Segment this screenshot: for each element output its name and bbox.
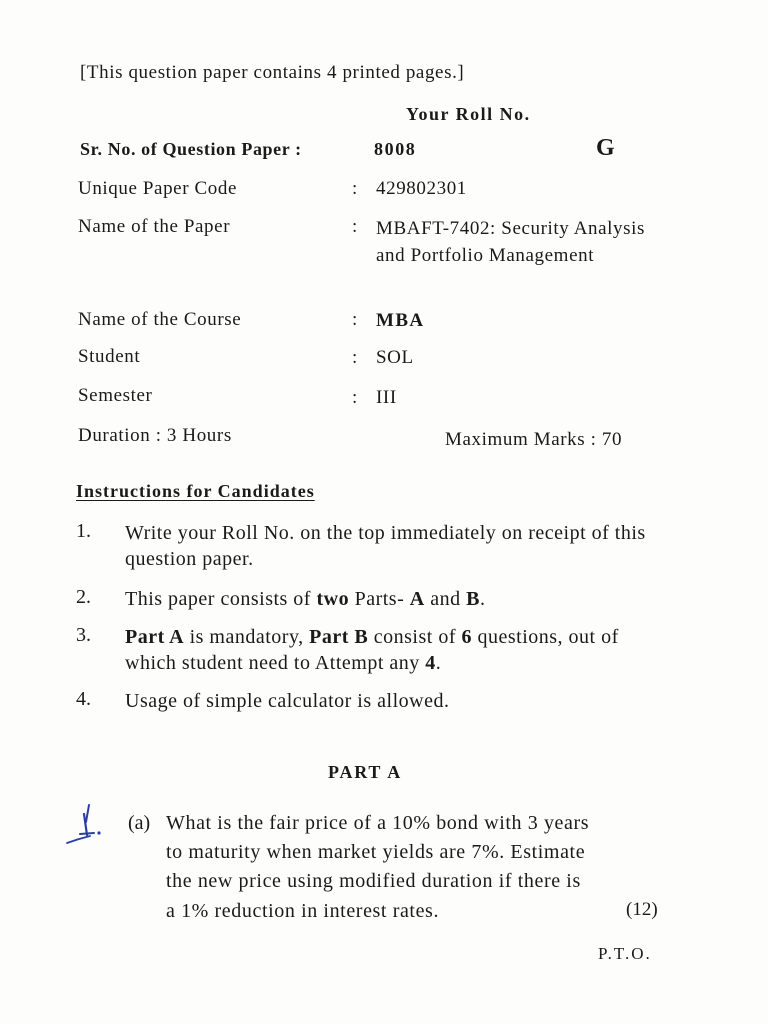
- instruction-3-bold: Part B: [309, 626, 369, 648]
- instruction-3-text: consist of: [368, 626, 462, 648]
- colon: :: [352, 387, 358, 408]
- student-label: Student: [78, 346, 141, 367]
- part-a-heading: PART A: [328, 762, 403, 782]
- paper-name-value: MBAFT-7402: Security Analysis and Portfolio Management: [376, 218, 645, 266]
- instruction-2-bold: two: [316, 588, 350, 610]
- instructions-heading: Instructions for Candidates: [76, 481, 315, 501]
- instruction-1-text: Write your Roll No. on the top immediately on receipt of this question paper.: [125, 522, 646, 570]
- instruction-2-text: This paper consists of: [125, 588, 317, 610]
- instruction-2-text: .: [479, 588, 486, 610]
- question-text-line: to maturity when market yields are 7%. Estimate: [166, 841, 586, 863]
- instruction-number: 1.: [76, 520, 91, 542]
- instruction-2-text: and: [424, 588, 467, 610]
- paper-name-label: Name of the Paper: [78, 216, 231, 237]
- page-count-notice: [This question paper contains 4 printed pages.]: [80, 62, 465, 83]
- instruction-3-bold: 6: [461, 626, 472, 648]
- course-name-label: Name of the Course: [78, 309, 242, 330]
- maximum-marks: Maximum Marks : 70: [445, 429, 623, 450]
- question-text-line: a 1% reduction in interest rates.: [166, 900, 440, 922]
- duration: Duration : 3 Hours: [78, 425, 232, 446]
- question-part-label: (a): [128, 812, 151, 834]
- serial-number-value: 8008: [374, 139, 417, 159]
- roll-number-label: Your Roll No.: [406, 104, 531, 124]
- student-value: SOL: [376, 347, 414, 368]
- instruction-2-bold: B: [466, 588, 480, 610]
- course-name-value: MBA: [376, 310, 425, 331]
- instruction-3-text: is mandatory,: [184, 626, 310, 648]
- please-turn-over: P.T.O.: [598, 944, 652, 963]
- instruction-3-bold: 4: [425, 652, 436, 674]
- instruction-4-text: Usage of simple calculator is allowed.: [125, 690, 450, 712]
- serial-number-label: Sr. No. of Question Paper :: [80, 139, 302, 159]
- set-code: G: [596, 135, 615, 161]
- colon: :: [352, 347, 358, 368]
- instruction-2-text: Parts-: [349, 588, 410, 610]
- unique-paper-code-value: 429802301: [376, 178, 467, 199]
- colon: :: [352, 309, 358, 330]
- instruction-number: 4.: [76, 688, 91, 710]
- handwritten-question-number-icon: [64, 802, 108, 853]
- instruction-3-text: .: [435, 652, 442, 674]
- semester-value: III: [376, 387, 397, 408]
- question-marks: (12): [626, 899, 658, 920]
- colon: :: [352, 216, 358, 237]
- colon: :: [352, 178, 358, 199]
- instruction-2-bold: A: [409, 588, 425, 610]
- semester-label: Semester: [78, 385, 153, 406]
- question-text-line: What is the fair price of a 10% bond with 3 years: [166, 812, 590, 834]
- instruction-4: [125, 688, 685, 714]
- instruction-number: 3.: [76, 624, 91, 646]
- instruction-3-bold: Part A: [125, 626, 185, 648]
- instruction-1: [125, 520, 685, 572]
- instruction-number: 2.: [76, 586, 91, 608]
- instruction-3: [125, 624, 673, 676]
- instruction-3-text: questions, out of which student need to Attempt any: [125, 626, 619, 674]
- instruction-2: [125, 586, 685, 612]
- question-text-line: the new price using modified duration if there is: [166, 870, 581, 892]
- unique-paper-code-label: Unique Paper Code: [78, 178, 237, 199]
